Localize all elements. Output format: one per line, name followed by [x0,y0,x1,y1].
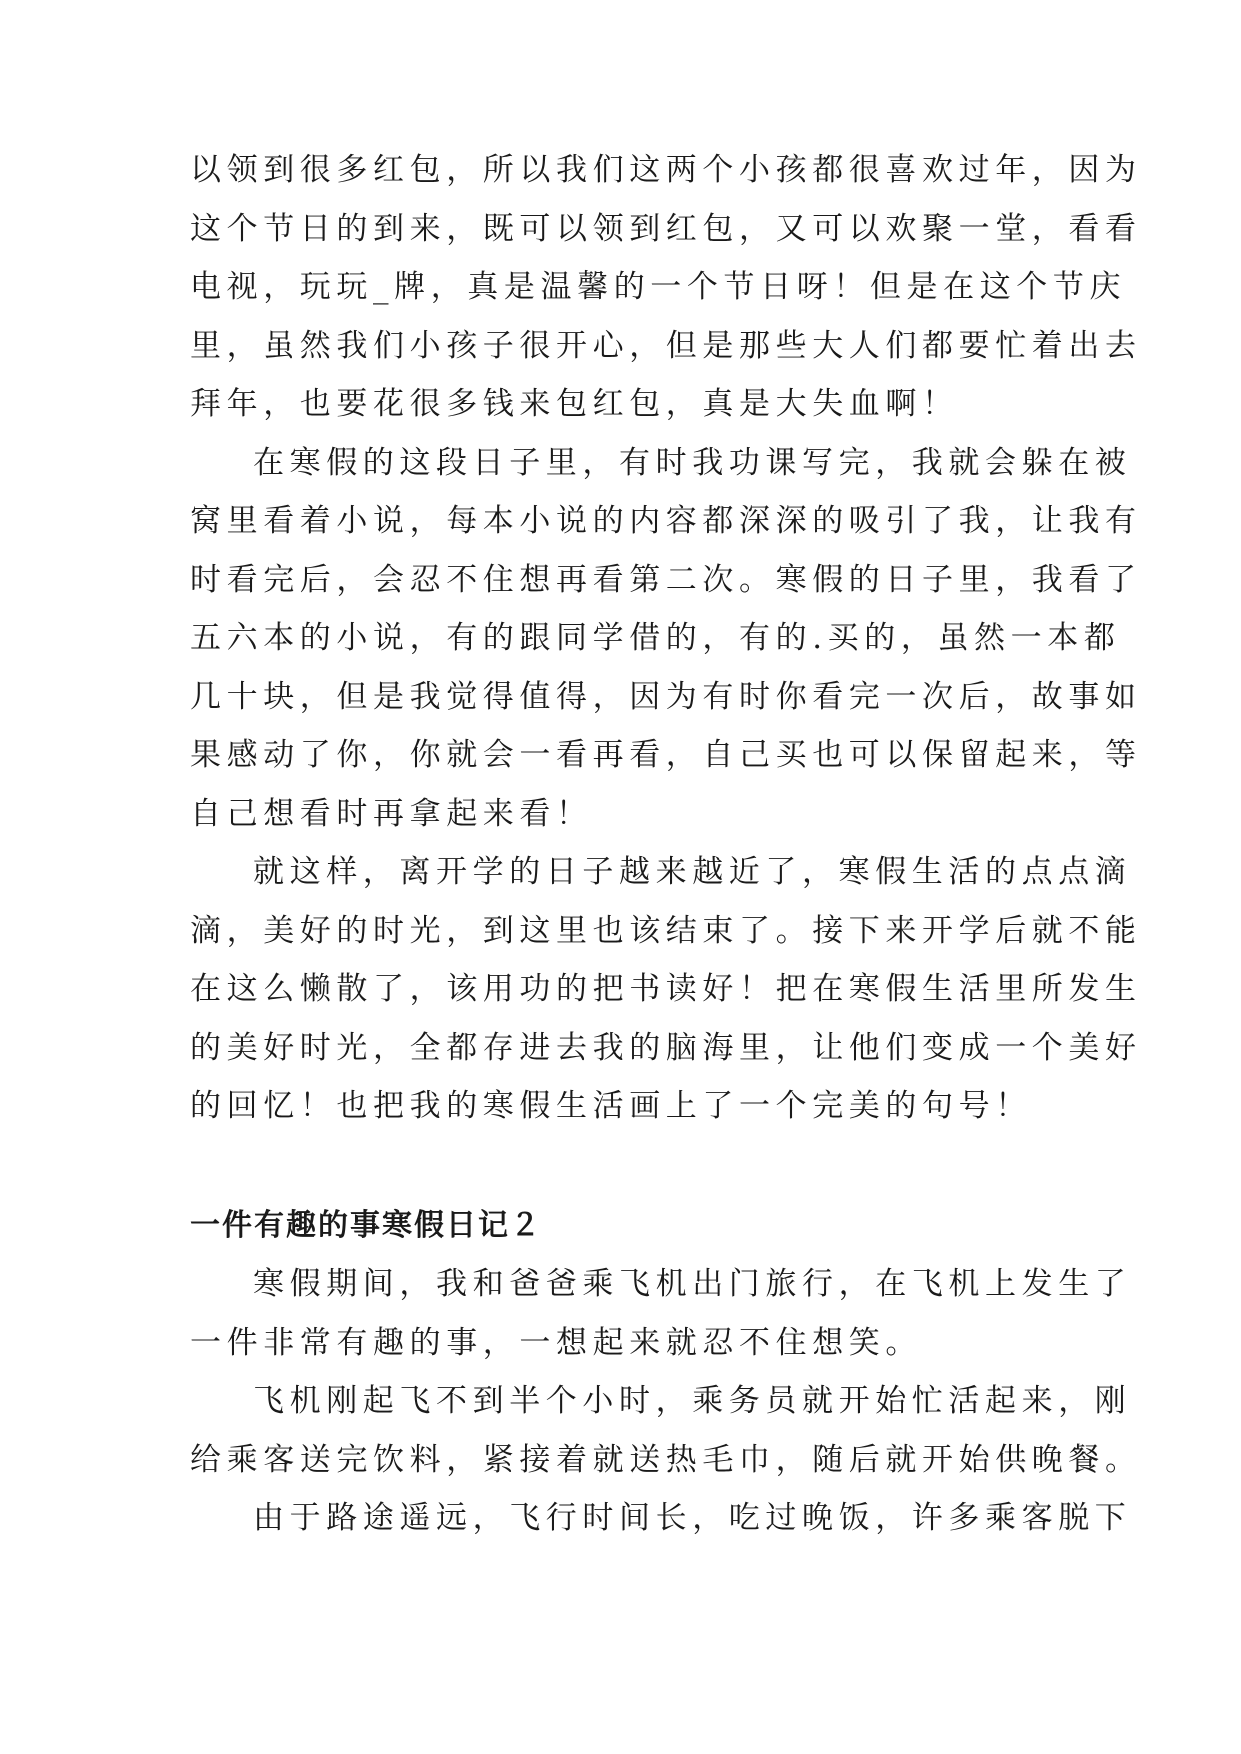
text-line: 几十块，但是我觉得值得，因为有时你看完一次后，故事如 [190,678,1142,715]
text-line: 电视，玩玩_牌，真是温馨的一个节日呀！但是在这个节庆 [190,269,1127,305]
text-line: 飞机刚起飞不到半个小时，乘务员就开始忙活起来，刚 [253,1383,1132,1419]
paragraph-3 [190,843,1142,1136]
paragraph-5 [190,1372,1142,1489]
text-line: 以领到很多红包，所以我们这两个小孩都很喜欢过年，因为 [190,152,1142,188]
text-line: 滴，美好的时光，到这里也该结束了。接下来开学后就不能 [190,912,1142,949]
text-line: 这个节日的到来，既可以领到红包，又可以欢聚一堂，看看 [190,210,1142,247]
text-line: 果感动了你，你就会一看再看，自己买也可以保留起来，等 [190,737,1142,773]
text-line: 的回忆！也把我的寒假生活画上了一个完美的句号！ [190,1088,1032,1124]
paragraph-4 [190,1255,1132,1372]
paragraph-6 [190,1489,1132,1548]
text-line: 的美好时光，全都存进去我的脑海里，让他们变成一个美好 [190,1029,1142,1066]
text-line: 自己想看时再拿起来看！ [190,795,593,832]
text-line: 给乘客送完饮料，紧接着就送热毛巾，随后就开始供晚餐。 [190,1441,1142,1478]
text-line: 拜年，也要花很多钱来包红包，真是大失血啊！ [190,386,959,422]
text-line: 五六本的小说，有的跟同学借的，有的.买的，虽然一本都 [190,620,1121,656]
section-heading: 一件有趣的事寒假日记２ [190,1208,542,1243]
paragraph-2 [190,434,1142,844]
text-line: 时看完后，会忍不住想再看第二次。寒假的日子里，我看了 [190,561,1142,598]
text-line: 由于路途遥远，飞行时间长，吃过晚饭，许多乘客脱下 [253,1500,1132,1536]
text-line: 寒假期间，我和爸爸乘飞机出门旅行，在飞机上发生了 [253,1266,1132,1302]
text-line: 里，虽然我们小孩子很开心，但是那些大人们都要忙着出去 [190,327,1142,364]
text-line: 在寒假的这段日子里，有时我功课写完，我就会躲在被 [253,444,1132,481]
section-1 [190,141,1142,1136]
section-2 [190,1197,1142,1548]
text-line: 在这么懒散了，该用功的把书读好！把在寒假生活里所发生 [190,971,1142,1007]
text-line: 窝里看着小说，每本小说的内容都深深的吸引了我，让我有 [190,503,1142,539]
text-line: 就这样，离开学的日子越来越近了，寒假生活的点点滴 [253,854,1132,890]
paragraph-1 [190,141,1142,434]
text-line: 一件非常有趣的事，一想起来就忍不住想笑。 [190,1324,922,1361]
